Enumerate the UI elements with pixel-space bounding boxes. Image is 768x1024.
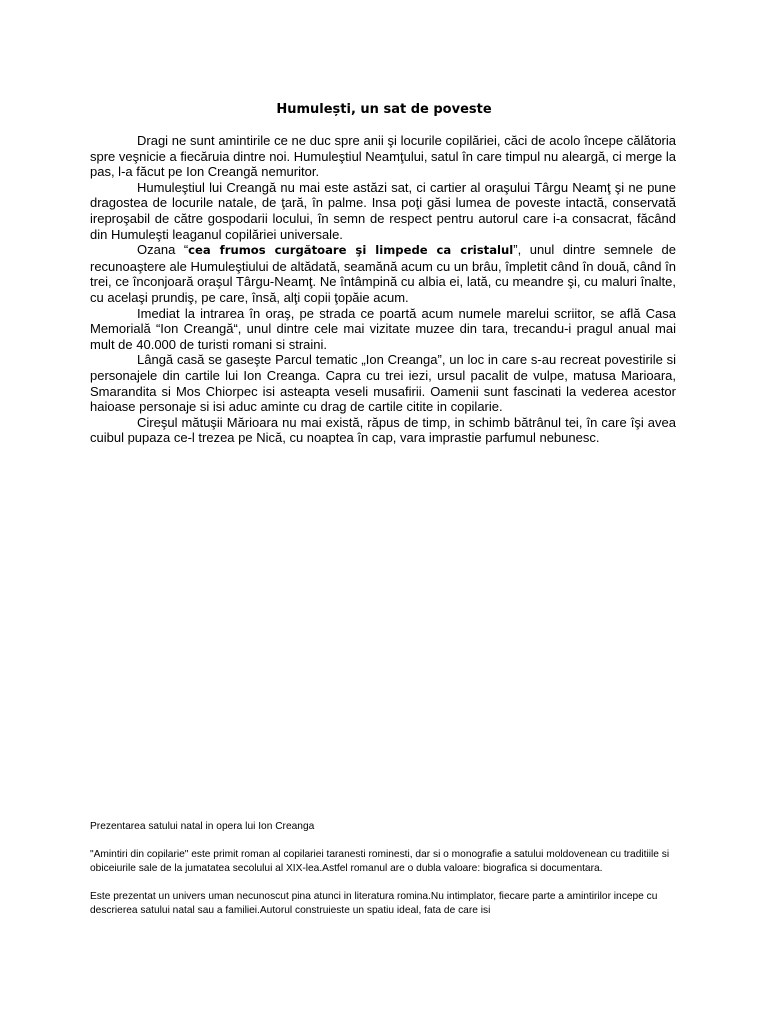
article-body bbox=[90, 133, 676, 446]
emphasized-quote: cea frumos curgătoare şi limpede ca cristalul bbox=[188, 243, 514, 258]
article-paragraph: Humuleştiul lui Creangă nu mai este astăzi sat, ci cartier al oraşului Târgu Neamţ şi ne pune dragostea de locurile natale, de ţară, în palme. Insa poţi găsi lumea de poveste intactă, conservată ireproşabil de către gospodarii locului, în semn de respect pentru autorul care i-a consacrat, făcând din Humuleşti leaganul copilăriei universale. bbox=[90, 179, 676, 242]
article-paragraph bbox=[90, 242, 676, 305]
essay-paragraph: Este prezentat un univers uman necunoscut pina atunci in literatura romina.Nu intimplator, fiecare parte a amintirilor incepe cu descrierea satului natal sau a familiei.Autorul construieste un spatiu ideal, fata de care isi bbox=[90, 891, 658, 916]
document-title: Humulești, un sat de poveste bbox=[276, 102, 492, 117]
article-paragraph: Dragi ne sunt amintirile ce ne duc spre anii şi locurile copilăriei, căci de acolo începe călătoria spre veşnicie a fiecăruia dintre noi. Humuleştiul Neamţului, satul în care timpul nu aleargă, ci merge la pas, l-a făcut pe Ion Creangă nemuritor. bbox=[90, 133, 677, 180]
paragraph-text-start: Ozana “ bbox=[137, 242, 189, 258]
article-paragraph: Cireşul mătuşii Mărioara nu mai există, răpus de timp, in schimb bătrânul tei, în care îşi avea cuibul pupaza ce-l trezea pe Nică, cu noaptea în cap, vara imprastie parfumul nebunesc. bbox=[90, 414, 676, 446]
essay-heading: Prezentarea satului natal in opera lui Ion Creanga bbox=[90, 821, 315, 832]
article-paragraph: Imediat la intrarea în oraş, pe strada ce poartă acum numele marelui scriitor, se află Casa Memorială “Ion Creangă“, unul dintre cele mai vizitate muzee din tara, trecandu-i pragul anual mai mult de 40.000 de turisti romani si straini. bbox=[90, 305, 676, 352]
article-paragraph: Lângă casă se gaseşte Parcul tematic „Ion Creanga”, un loc in care s-au recreat povestirile si personajele din cartile lui Ion Creanga. Capra cu trei iezi, ursul pacalit de vulpe, matusa Marioara, Smarandita si Mos Chiorpec isi asteapta veseli musafirii. Oamenii sunt fascinati la vederea acestor haioase personaje si isi aduc aminte cu drag de cartile citite in copilarie. bbox=[90, 352, 676, 415]
essay-section bbox=[90, 820, 676, 932]
essay-paragraph: "Amintiri din copilarie" este primit roman al copilariei taranesti rominesti, dar si o monografie a satului moldovenean cu traditiile si obiceiurile sale de la jumatatea secolului al XIX-lea.Astfel romanul are o dubla valoare: biografica si documentara. bbox=[90, 849, 670, 874]
paragraph-text-end: ”, unul dintre semnele de recunoaştere ale Humuleştiului de altădată, seamănă acum cu un brâu, împletit când în două, când în trei, ce înconjoară oraşul Târgu-Neamţ. Ne întâmpină cu albia ei, lată, cu meandre şi, cu maluri înalte, cu acelaşi prundiş, pe care, însă, alţi copii ţopăie acum. bbox=[90, 242, 676, 305]
